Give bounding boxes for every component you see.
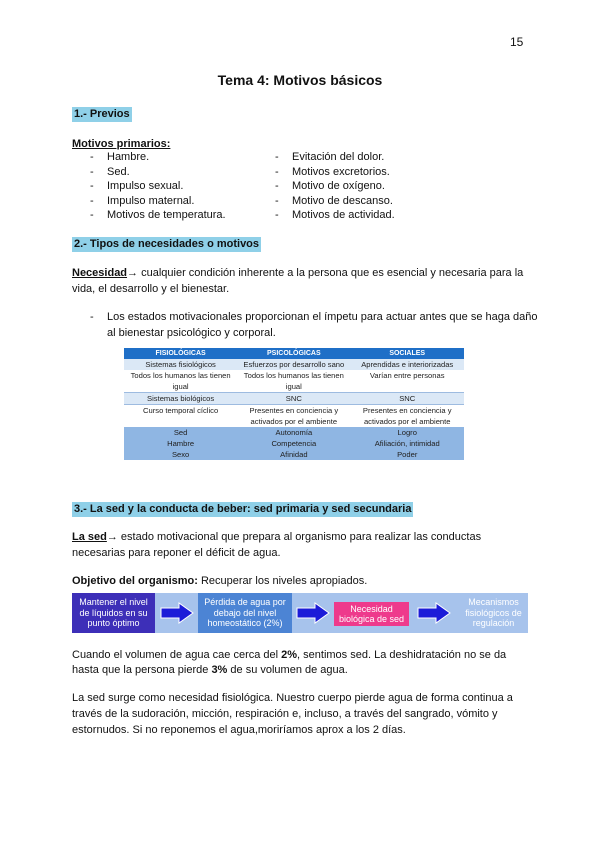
primary-motives-col2	[275, 150, 395, 223]
needs-table	[124, 348, 464, 460]
table-cell: Varían entre personas	[350, 370, 464, 393]
flow-step-optimal-level: Mantener el nivel de líquidos en su punto óptimo	[72, 593, 155, 633]
need-term: Necesidad	[72, 267, 128, 279]
table-cell: Hambre	[124, 438, 237, 449]
table-row	[124, 393, 464, 405]
table-cell: Afinidad	[237, 449, 350, 460]
table-cell: Todos los humanos las tienen igual	[237, 370, 350, 393]
need-definition	[72, 265, 532, 297]
list-item: - Motivos de temperatura.	[90, 208, 226, 223]
list-item: - Sed.	[90, 165, 226, 180]
percent-3: 3%	[211, 664, 228, 676]
page-number: 15	[510, 35, 524, 49]
table-cell: SNC	[350, 393, 464, 405]
thirst-definition	[72, 529, 532, 561]
table-cell: Aprendidas e interiorizadas	[350, 359, 464, 370]
table-header-social: SOCIALES	[350, 348, 464, 359]
table-cell: Sistemas biológicos	[124, 393, 237, 405]
motivational-states-bullet: - Los estados motivacionales proporcionan el ímpetu para actuar antes que se haga daño al bienestar psicológico y corporal.	[90, 309, 547, 341]
arrow-right-icon	[292, 593, 334, 633]
table-cell: Competencia	[237, 438, 350, 449]
thirst-flow-diagram	[72, 593, 528, 633]
list-item: - Motivo de descanso.	[275, 194, 395, 209]
table-cell: Presentes en conciencia y activados por el ambiente	[237, 405, 350, 428]
objective-text: Recuperar los niveles apropiados.	[197, 575, 368, 587]
section-3-heading: 3.- La sed y la conducta de beber: sed primaria y sed secundaria	[74, 503, 412, 515]
table-row-examples	[124, 449, 464, 460]
list-item: - Impulso sexual.	[90, 179, 226, 194]
primary-motives-col1	[90, 150, 226, 223]
list-item: - Motivos de actividad.	[275, 208, 395, 223]
text-run: , sentimos sed. La deshidratación no se da hasta que la persona pierde	[72, 649, 507, 676]
table-cell: Presentes en conciencia y activados por el ambiente	[350, 405, 464, 428]
table-header-physiological: FISIOLÓGICAS	[124, 348, 237, 359]
section-1-heading: 1.- Previos	[74, 108, 130, 120]
page-title: Tema 4: Motivos básicos	[217, 72, 383, 88]
dehydration-paragraph	[72, 648, 532, 678]
arrow-glyph: →	[127, 267, 139, 279]
table-row	[124, 359, 464, 370]
list-item: - Hambre.	[90, 150, 226, 165]
table-cell: Poder	[350, 449, 464, 460]
objective-label: Objetivo del organismo:	[72, 575, 198, 587]
thirst-physiology-paragraph: La sed surge como necesidad fisiológica. Nuestro cuerpo pierde agua de forma continua a través de la sudoración, micción, respiración e, incluso, a través del sangrado, vómito y estornudos. Si no reponemos el agua,moriríamos aprox a los 2 días.	[72, 692, 513, 736]
list-item: - Motivo de oxígeno.	[275, 179, 395, 194]
flow-step-thirst-need: Necesidad biológica de sed	[334, 602, 409, 626]
table-row	[124, 370, 464, 393]
table-cell: Afiliación, intimidad	[350, 438, 464, 449]
table-cell: Logro	[350, 427, 464, 438]
table-header-psychological: PSICOLÓGICAS	[237, 348, 350, 359]
table-row	[124, 405, 464, 428]
table-cell: Sexo	[124, 449, 237, 460]
table-row-examples	[124, 438, 464, 449]
need-definition-text: cualquier condición inherente a la persona que es esencial y necesaria para la vida, el desarrollo y el bienestar.	[72, 267, 524, 295]
arrow-right-icon	[155, 593, 198, 633]
table-cell: Curso temporal cíclico	[124, 405, 237, 428]
table-cell: Autonomía	[237, 427, 350, 438]
text-run: de su volumen de agua.	[227, 664, 348, 676]
flow-step-regulation: Mecanismos fisiológicos de regulación	[459, 593, 528, 633]
arrow-right-icon	[409, 593, 459, 633]
table-cell: Esfuerzos por desarrollo sano	[237, 359, 350, 370]
primary-motives-subheading: Motivos primarios:	[72, 138, 171, 150]
text-run: Cuando el volumen de agua cae cerca del	[72, 649, 282, 661]
organism-objective	[72, 573, 532, 589]
list-item: - Impulso maternal.	[90, 194, 226, 209]
list-item: - Motivos excretorios.	[275, 165, 395, 180]
table-row-examples	[124, 427, 464, 438]
table-cell: Todos los humanos las tienen igual	[124, 370, 237, 393]
table-cell: SNC	[237, 393, 350, 405]
thirst-definition-text: estado motivacional que prepara al organismo para realizar las conductas necesarias para reponer el déficit de agua.	[72, 531, 482, 559]
thirst-term: La sed	[72, 531, 107, 543]
table-cell: Sed	[124, 427, 237, 438]
flow-step-water-loss: Pérdida de agua por debajo del nivel homeostático (2%)	[198, 593, 292, 633]
list-item: - Evitación del dolor.	[275, 150, 395, 165]
arrow-glyph: →	[106, 531, 118, 543]
percent-2: 2%	[281, 649, 298, 661]
section-2-heading: 2.- Tipos de necesidades o motivos	[74, 238, 260, 250]
table-cell: Sistemas fisiológicos	[124, 359, 237, 370]
